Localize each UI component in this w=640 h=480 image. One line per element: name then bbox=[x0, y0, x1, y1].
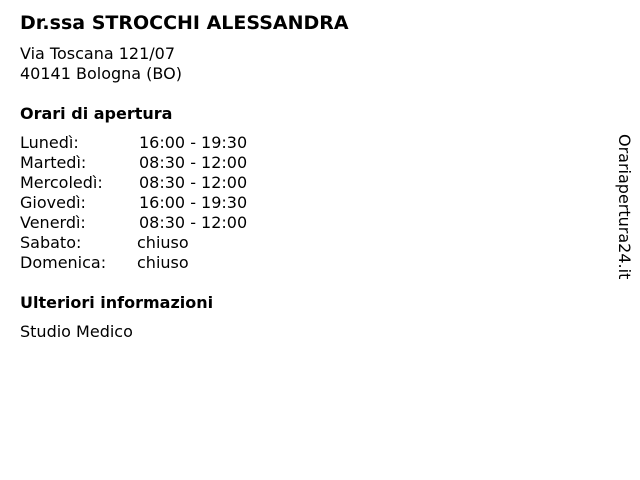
further-info-heading: Ulteriori informazioni bbox=[20, 293, 214, 312]
time-value: 08:30 - 12:00 bbox=[139, 173, 248, 192]
opening-hours-heading: Orari di apertura bbox=[20, 104, 173, 123]
opening-hours-table bbox=[20, 133, 600, 273]
day-label: Venerdì: bbox=[20, 213, 86, 232]
day-label: Domenica: bbox=[20, 253, 107, 272]
time-value: chiuso bbox=[137, 253, 189, 272]
time-value: chiuso bbox=[137, 233, 189, 252]
address bbox=[20, 44, 600, 84]
address-street: Via Toscana 121/07 bbox=[20, 44, 176, 63]
hours-row-tuesday bbox=[20, 153, 600, 173]
hours-row-wednesday bbox=[20, 173, 600, 193]
hours-row-sunday bbox=[20, 253, 600, 273]
hours-row-thursday bbox=[20, 193, 600, 213]
day-label: Giovedì: bbox=[20, 193, 86, 212]
time-value: 08:30 - 12:00 bbox=[139, 153, 248, 172]
further-info-text: Studio Medico bbox=[20, 322, 133, 341]
time-value: 16:00 - 19:30 bbox=[139, 193, 248, 212]
business-name: Dr.ssa STROCCHI ALESSANDRA bbox=[20, 12, 349, 34]
time-value: 16:00 - 19:30 bbox=[139, 133, 248, 152]
hours-row-friday bbox=[20, 213, 600, 233]
day-label: Martedì: bbox=[20, 153, 87, 172]
address-city: 40141 Bologna (BO) bbox=[20, 64, 182, 83]
business-card bbox=[20, 11, 600, 342]
hours-row-monday bbox=[20, 133, 600, 153]
day-label: Lunedì: bbox=[20, 133, 79, 152]
time-value: 08:30 - 12:00 bbox=[139, 213, 248, 232]
day-label: Sabato: bbox=[20, 233, 82, 252]
day-label: Mercoledì: bbox=[20, 173, 103, 192]
hours-row-saturday bbox=[20, 233, 600, 253]
site-brand-watermark: Orariapertura24.it bbox=[615, 134, 634, 280]
